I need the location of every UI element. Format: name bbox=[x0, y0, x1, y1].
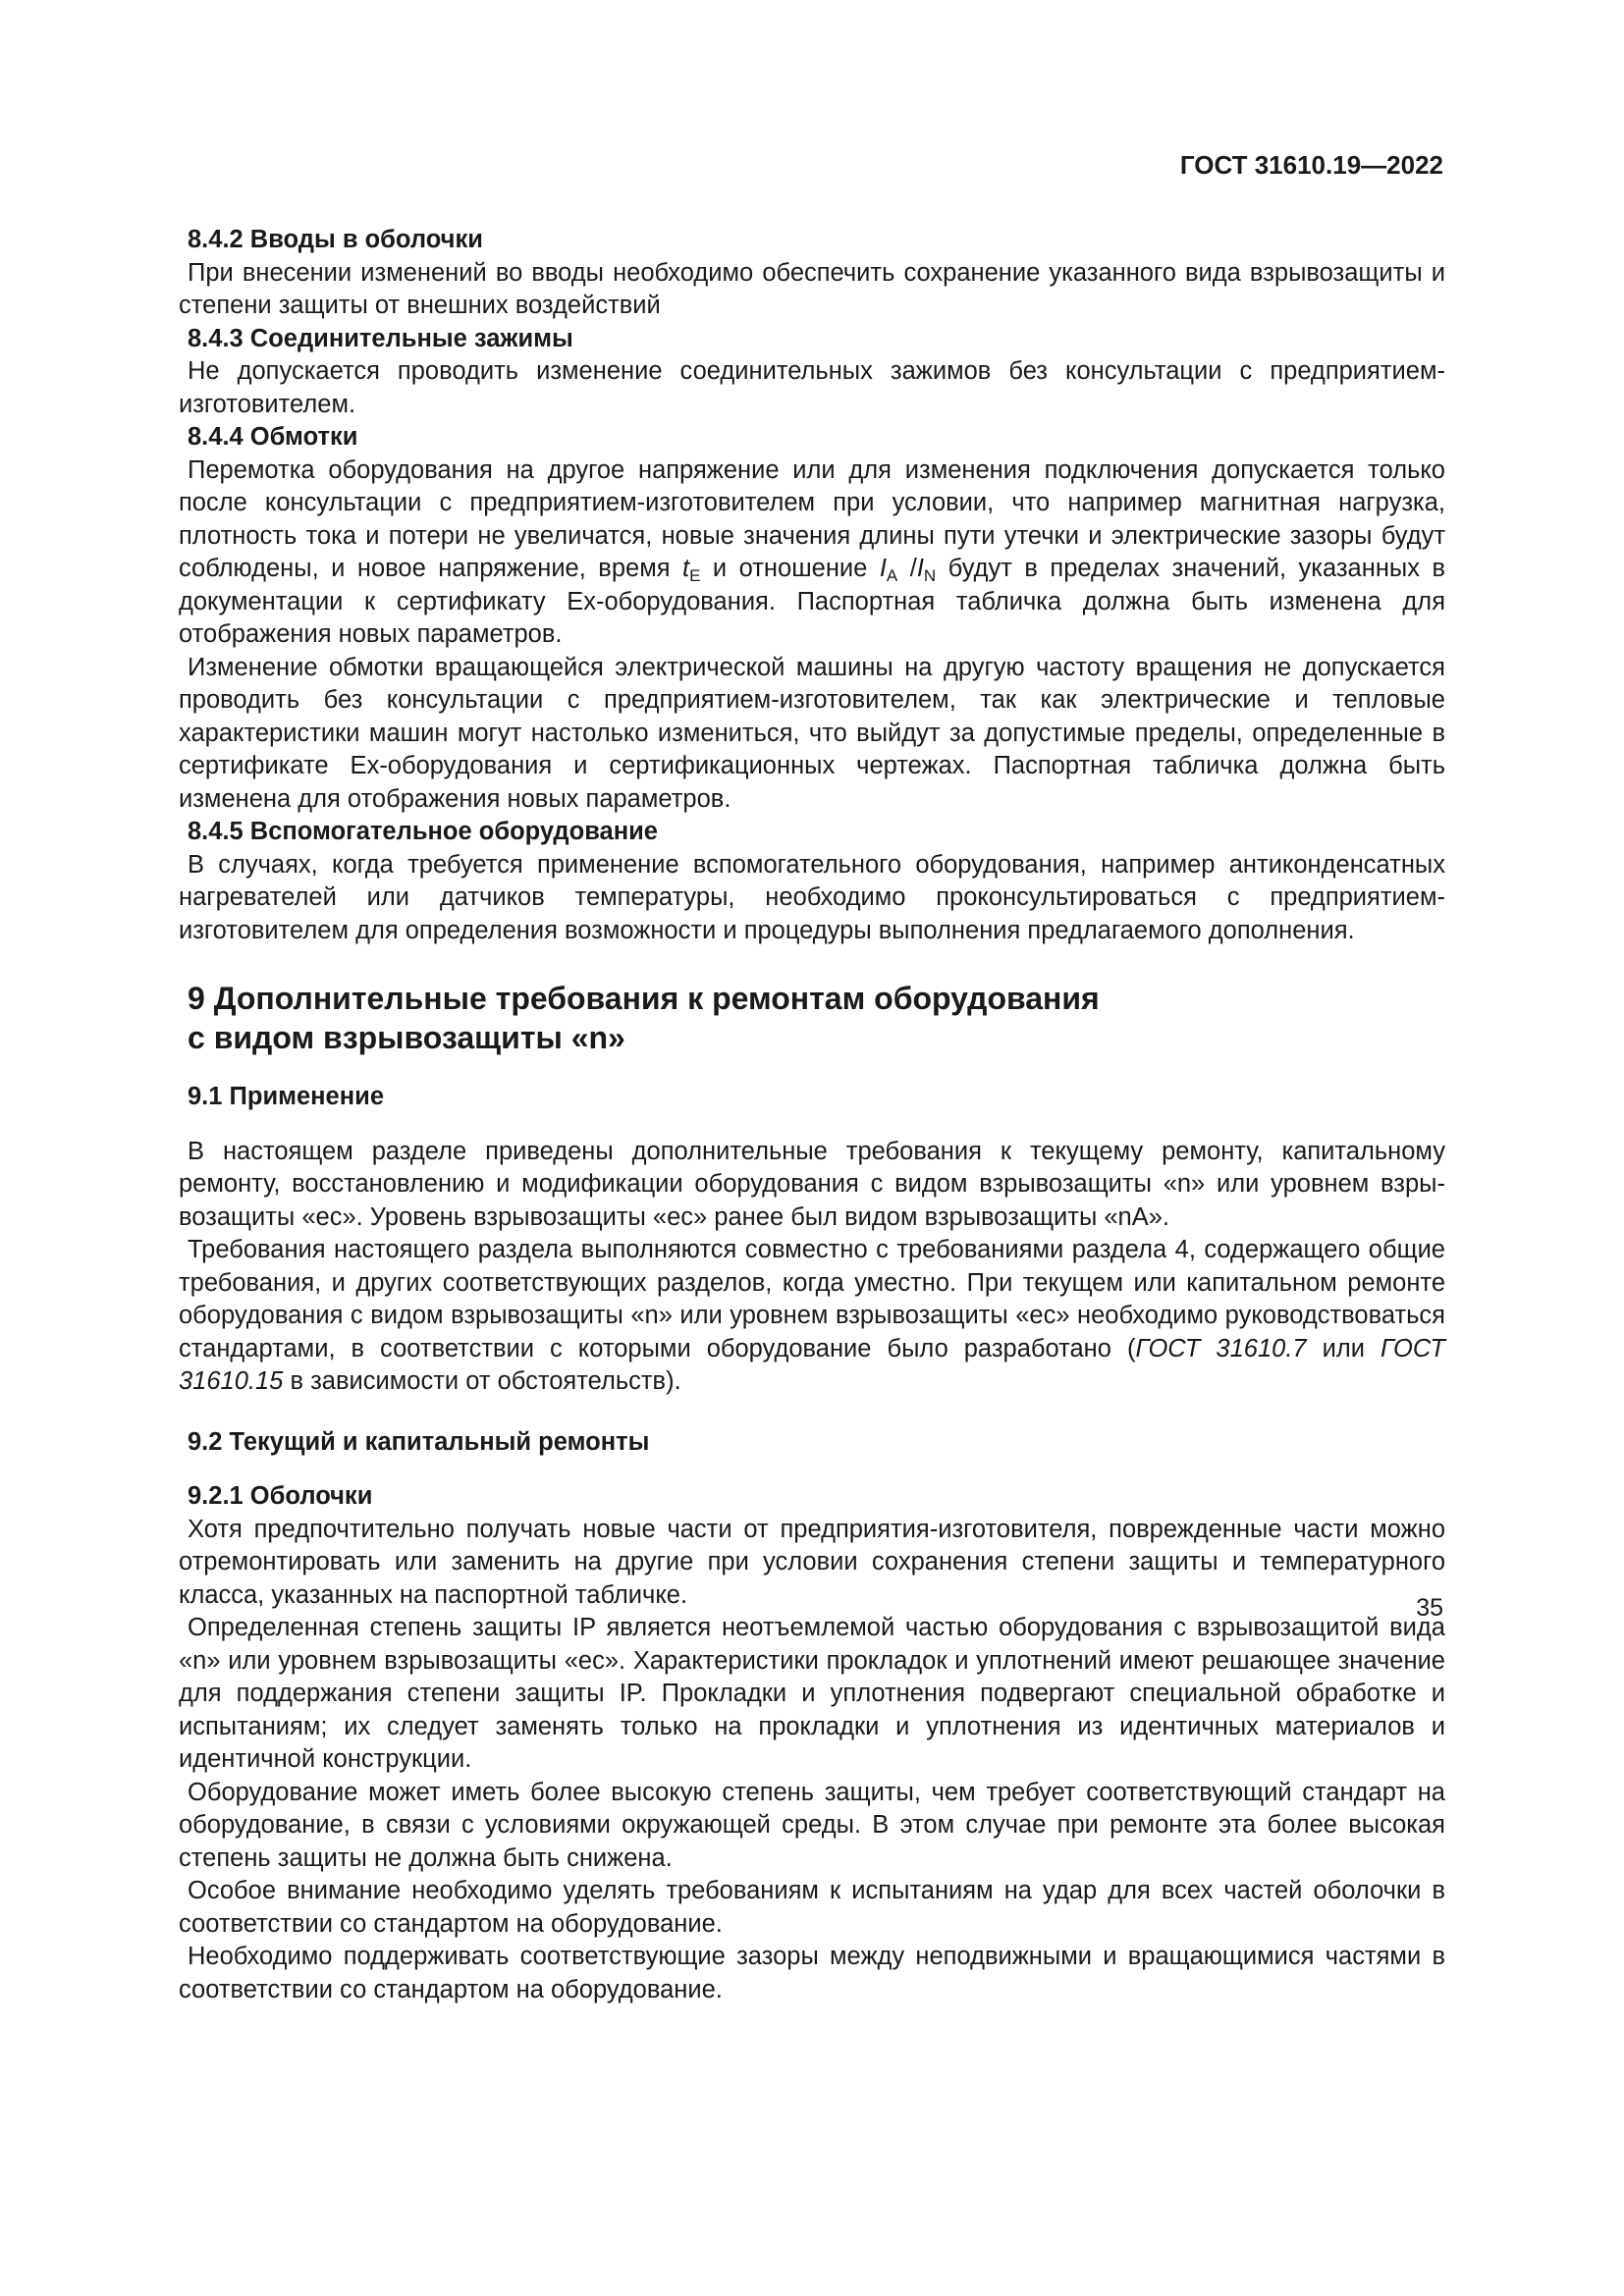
document-id-header: ГОСТ 31610.19—2022 bbox=[1179, 150, 1443, 180]
section-9-title-line2: с видом взрывозащиты «n» bbox=[188, 1020, 625, 1055]
paragraph-9-2-1-clearances: Необходимо поддерживать соответствующие зазоры между неподвижными и вращающимися частями в соответствии со стандартом на оборудование. bbox=[179, 1943, 1445, 2003]
paragraph-9-2-1-higher-protection: Оборудование может иметь более высокую степень защиты, чем требует соответствующий стандарт на оборудование, в связи с условиями окружающей среды. В этом случае при ремонте эта более высокая степень защиты не должна быть снижена. bbox=[179, 1778, 1445, 1872]
paragraph-9-1-requirements: Требования настоящего раздела выполняются совместно с требованиями раздела 4, содержащего общие требования, и других соответствующих разделов, когда уместно. При текущем или капитальном ремонте оборудования с видом взрывозащиты «n» или уровнем взрывозащиты «ec» необходимо руководствоваться стандартами, в соответствии с которыми оборудование было разработано (ГОСТ 31610.7 или ГОСТ 31610.15 в зависимости от обстоятельств). bbox=[179, 1236, 1445, 1395]
page-number: 35 bbox=[1416, 1594, 1443, 1622]
section-9-title bbox=[179, 979, 1445, 1057]
heading-8-4-5: 8.4.5 Вспомогательное оборудование bbox=[188, 818, 658, 845]
paragraph-9-2-1-impact-tests: Особое внимание необходимо уделять требованиям к испытаниям на удар для всех частей оболочки в соответствии со стандартом на оборудование. bbox=[179, 1877, 1445, 1938]
paragraph-8-4-2: При внесении изменений во вводы необходимо обеспечить сохранение указанного вида взрывозащиты и степени защиты от внешних воздействий bbox=[179, 258, 1445, 319]
paragraph-8-4-4-rewinding: Перемотка оборудования на другое напряжение или для изменения подключения допускается только после консультации с предприятием-изготовителем при условии, что например магнитная нагрузка, плотность тока и потери не увеличатся, новые значения длины пути утечки и электрические зазоры будут соблюдены, и новое напряжение, время $t_E$ и отношение $I_A$ $/I_N$ будут в пределах значений, указанных в документации к сертификату Ex-оборудования. Паспортная табличка должна быть изменена для отображения новых параметров. bbox=[179, 455, 1446, 648]
heading-9-2: 9.2 Текущий и капитальный ремонты bbox=[188, 1427, 650, 1456]
heading-9-2-1: 9.2.1 Оболочки bbox=[188, 1482, 373, 1510]
heading-8-4-2: 8.4.2 Вводы в оболочки bbox=[188, 226, 483, 253]
page-content bbox=[179, 224, 1445, 2006]
heading-8-4-3: 8.4.3 Соединительные зажимы bbox=[188, 324, 573, 352]
paragraph-8-4-4-speed-change: Изменение обмотки вращающейся электрической машины на другую частоту вращения не допускается проводить без консультации с предприятием-изготовителем, так как электрические и тепловые характеристики машин могут настолько измениться, что выйдут за допустимые пределы, определенные в сертификате Ex-оборудования и сертификационных чертежах. Паспортная табличка должна быть изменена для отображения новых параметров. bbox=[179, 653, 1445, 813]
paragraph-8-4-3: Не допускается проводить изменение соединительных зажимов без консультации с предприятием-изготовителем. bbox=[179, 357, 1445, 418]
heading-9-1: 9.1 Применение bbox=[188, 1083, 385, 1110]
heading-8-4-4: 8.4.4 Обмотки bbox=[188, 423, 358, 451]
paragraph-9-1-scope: В настоящем разделе приведены дополнительные требования к текущему ремонту, капитальному ремонту, восстановлению и модификации оборудования с видом взрывозащиты «n» или уровнем взрывозащиты «ec». Уровень взрывозащиты «ec» ранее был видом взрывозащиты «nA». bbox=[179, 1137, 1445, 1231]
section-9-title-line1: 9 Дополнительные требования к ремонтам оборудования bbox=[188, 981, 1100, 1016]
paragraph-8-4-5: В случаях, когда требуется применение вспомогательного оборудования, например антиконденсатных нагревателей или датчиков температуры, необходимо проконсультироваться с предприятием-изготовителем для определения возможности и процедуры выполнения предлагаемого дополнения. bbox=[179, 850, 1445, 944]
paragraph-9-2-1-parts: Хотя предпочтительно получать новые части от предприятия-изготовителя, поврежденные части можно отремонтировать или заменить на другие при условии сохранения степени защиты и температурного класса, указанных на паспортной табличке. bbox=[179, 1515, 1445, 1609]
paragraph-9-2-1-ip-rating: Определенная степень защиты IP является неотъемлемой частью оборудования с взрывозащитой вида «n» или уровнем взрывозащиты «ec». Характеристики прокладок и уплотнений имеют решающее значение для поддержания степени защиты IP. Прокладки и уплотнения подвергают специальной обработке и испытаниям; их следует заменять только на прокладки и уплотнения из идентичных материалов и идентичной конструкции. bbox=[179, 1614, 1445, 1773]
